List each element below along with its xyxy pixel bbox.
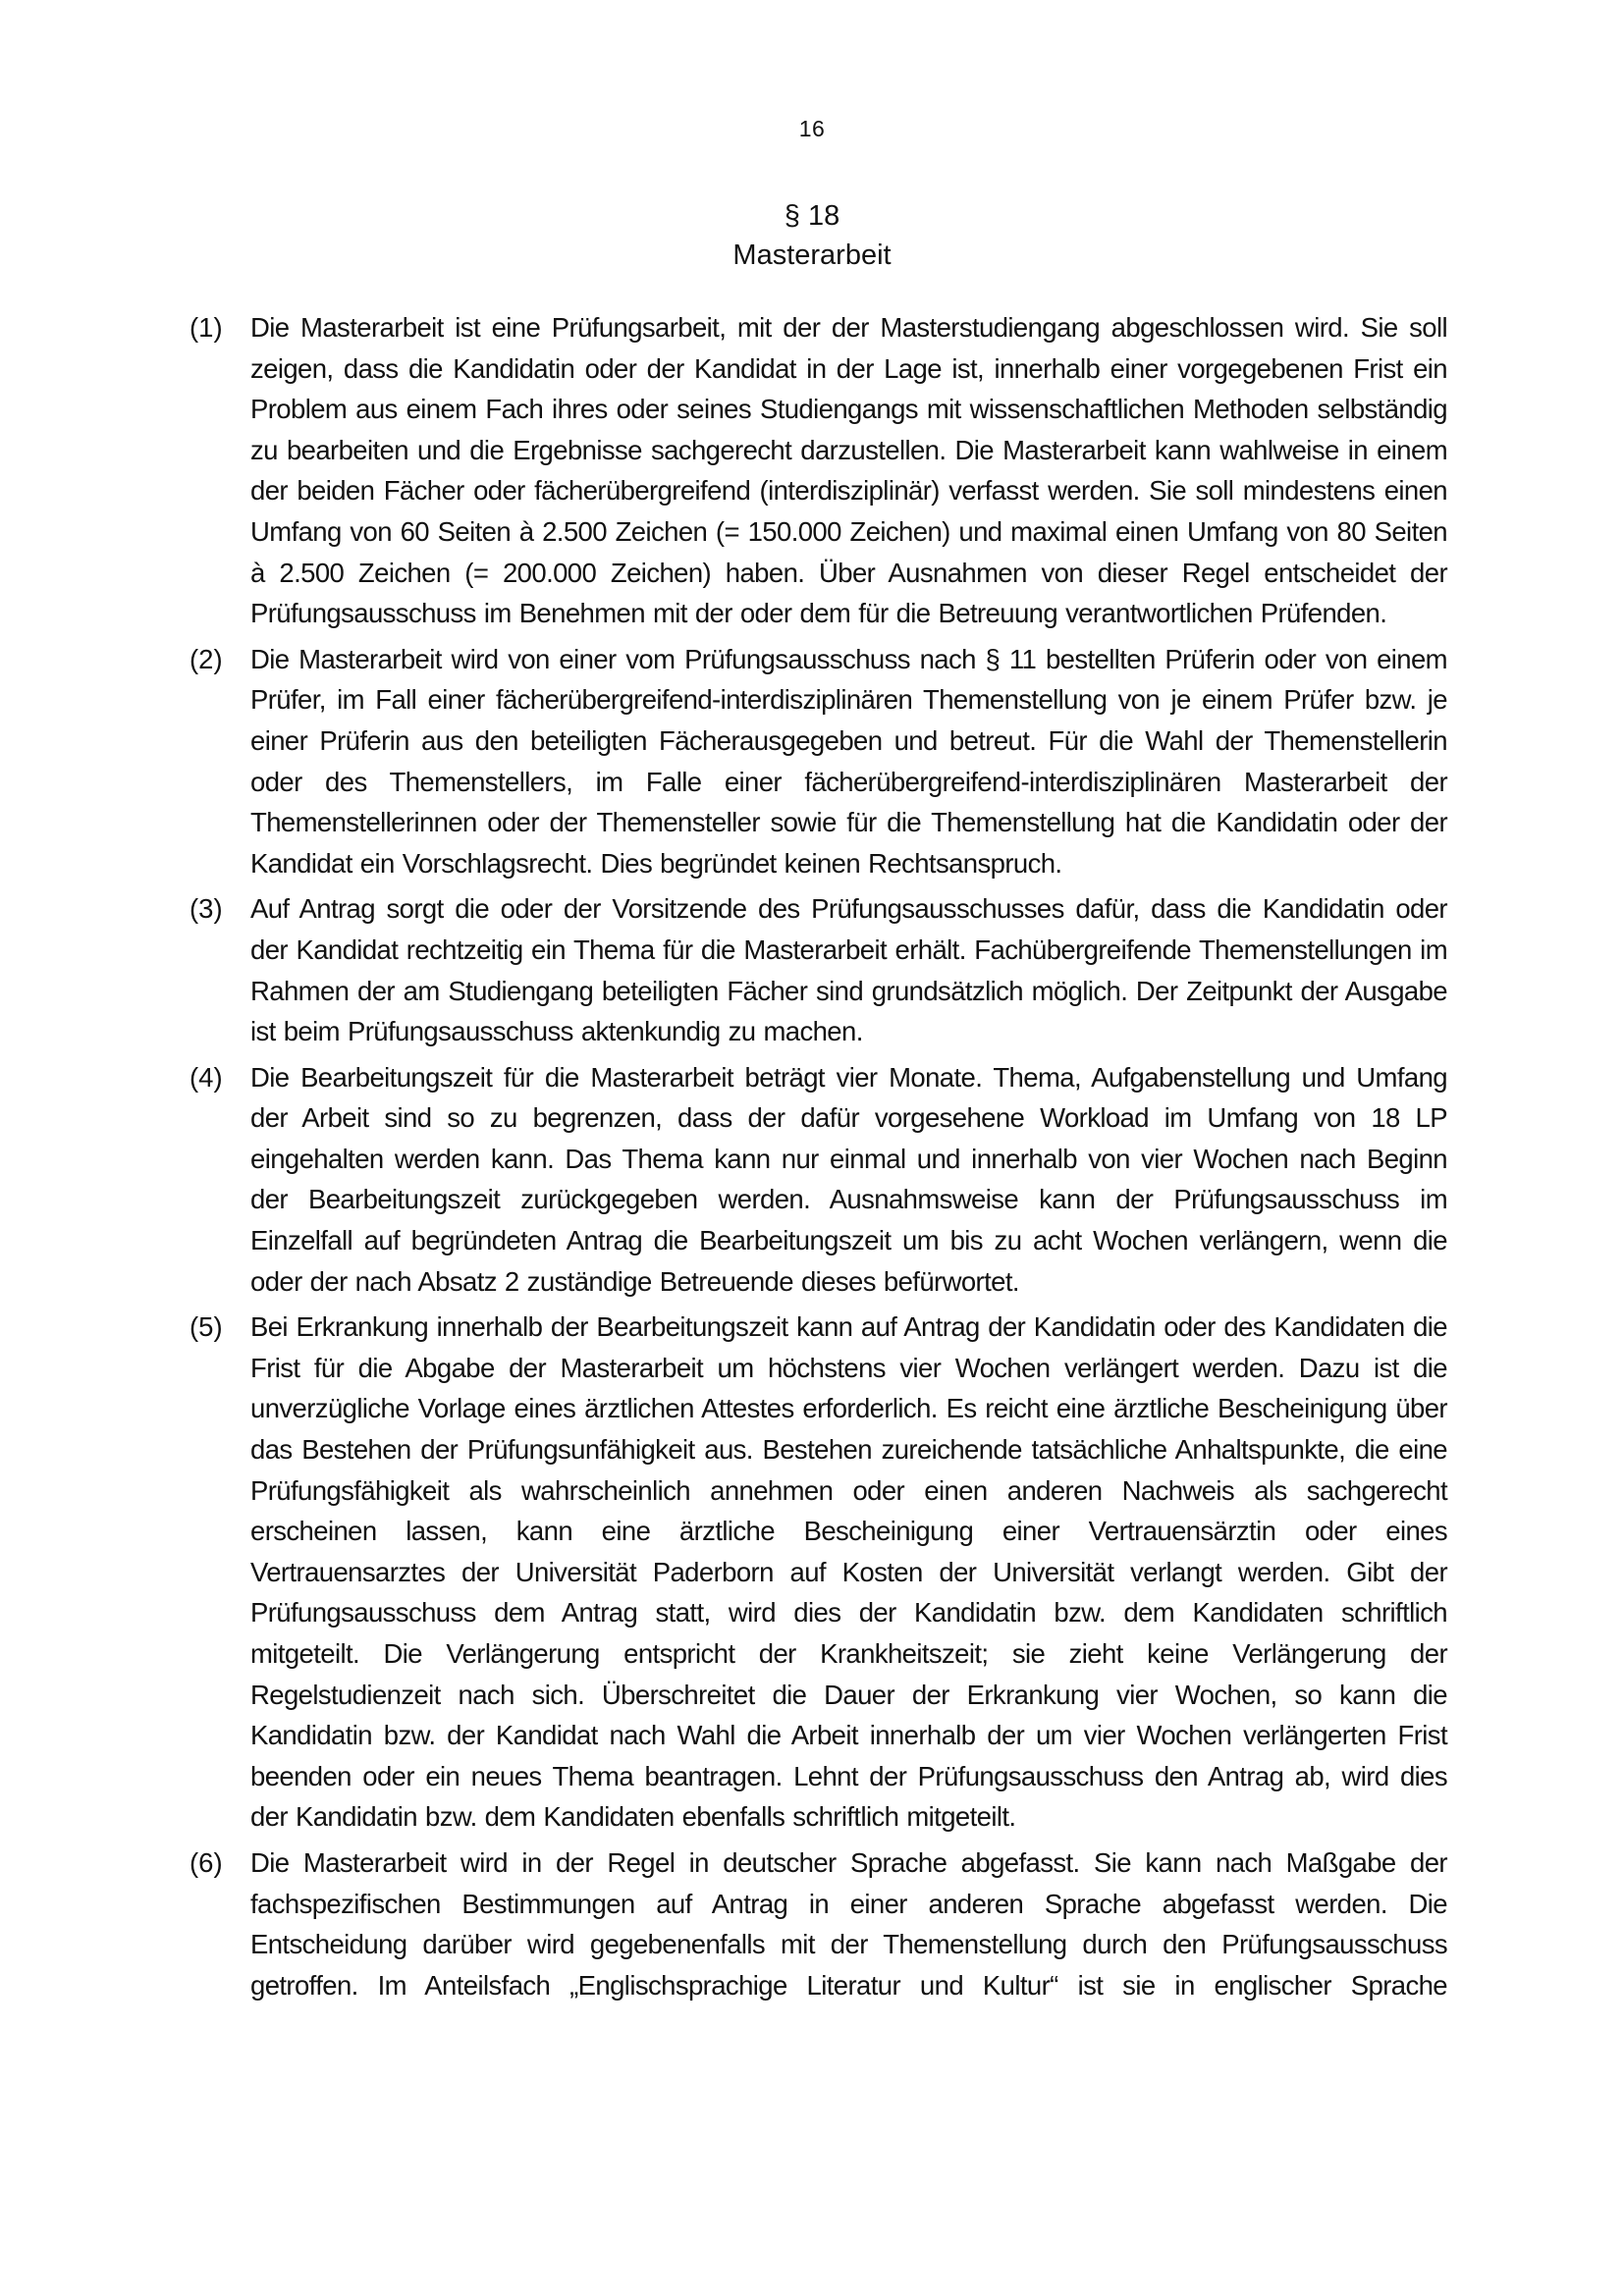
paragraph-list	[189, 307, 1447, 2010]
paragraph-text: Die Masterarbeit ist eine Prüfungsarbeit, mit der der Masterstudiengang abgeschlossen wird. Sie soll zeigen, dass die Kandidatin oder der Kandidat in der Lage ist, innerhalb einer vorgegebenen Frist ein Problem aus einem Fach ihres oder seines Studiengangs mit wissenschaftlichen Methoden selbständig zu bearbeiten und die Ergebnisse sachgerecht darzustellen. Die Masterarbeit kann wahlweise in einem der beiden Fächer oder fächerübergreifend (interdisziplinär) verfasst werden. Sie soll mindestens einen Umfang von 60 Seiten à 2.500 Zeichen (= 150.000 Zeichen) und maximal einen Umfang von 80 Seiten à 2.500 Zeichen (= 200.000 Zeichen) haben. Über Ausnahmen von dieser Regel entscheidet der Prüfungsausschuss im Benehmen mit der oder dem für die Betreuung verantwortlichen Prüfenden.	[250, 312, 1447, 629]
paragraph-2	[189, 639, 1447, 884]
paragraph-1	[189, 307, 1447, 634]
paragraph-text: Die Masterarbeit wird in der Regel in deutscher Sprache abgefasst. Sie kann nach Maßgabe der fachspezifischen Bestimmungen auf Antrag in einer anderen Sprache abgefasst werden. Die Entscheidung darüber wird gegebenenfalls mit der Themenstellung durch den Prüfungsausschuss getroffen. Im Anteilsfach „Englischsprachige Literatur und Kultur“ ist sie in englischer Sprache	[250, 1846, 1447, 2001]
paragraph-3	[189, 888, 1447, 1051]
paragraph-number: (2)	[189, 643, 223, 674]
section-title: Masterarbeit	[732, 240, 892, 271]
paragraph-number: (3)	[189, 893, 223, 925]
paragraph-4	[189, 1057, 1447, 1303]
paragraph-text: Die Bearbeitungszeit für die Masterarbeit beträgt vier Monate. Thema, Aufgabenstellung und Umfang der Arbeit sind so zu begrenzen, dass der dafür vorgesehene Workload im Umfang von 18 LP eingehalten werden kann. Das Thema kann nur einmal und innerhalb von vier Wochen nach Beginn der Bearbeitungszeit zurückgegeben werden. Ausnahmsweise kann der Prüfungsausschuss im Einzelfall auf begründeten Antrag die Bearbeitungszeit um bis zu acht Wochen verlängern, wenn die oder der nach Absatz 2 zuständige Betreuende dieses befürwortet.	[250, 1061, 1447, 1297]
paragraph-text: Die Masterarbeit wird von einer vom Prüfungsausschuss nach § 11 bestellten Prüferin oder von einem Prüfer, im Fall einer fächerübergreifend-interdisziplinären Themenstellung von je einem Prüfer bzw. je einer Prüferin aus den beteiligten Fächerausgegeben und betreut. Für die Wahl der Themenstellerin oder des Themenstellers, im Falle einer fächerübergreifend-interdisziplinären Masterarbeit der Themenstellerinnen oder der Themensteller sowie für die Themenstellung hat die Kandidatin oder der Kandidat ein Vorschlagsrecht. Dies begründet keinen Rechtsanspruch.	[250, 643, 1447, 879]
paragraph-number: (4)	[189, 1061, 223, 1093]
paragraph-text: Bei Erkrankung innerhalb der Bearbeitungszeit kann auf Antrag der Kandidatin oder des Kandidaten die Frist für die Abgabe der Masterarbeit um höchstens vier Wochen verlängert werden. Dazu ist die unverzügliche Vorlage eines ärztlichen Attestes erforderlich. Es reicht eine ärztliche Bescheinigung über das Bestehen der Prüfungsunfähigkeit aus. Bestehen zureichende tatsächliche Anhaltspunkte, die eine Prüfungsfähigkeit als wahrscheinlich annehmen oder einen anderen Nachweis als sachgerecht erscheinen lassen, kann eine ärztliche Bescheinigung einer Vertrauensärztin oder eines Vertrauensarztes der Universität Paderborn auf Kosten der Universität verlangt werden. Gibt der Prüfungsausschuss dem Antrag statt, wird dies der Kandidatin bzw. dem Kandidaten schriftlich mitgeteilt. Die Verlängerung entspricht der Krankheitszeit; sie zieht keine Verlängerung der Regelstudienzeit nach sich. Überschreitet die Dauer der Erkrankung vier Wochen, so kann die Kandidatin bzw. der Kandidat nach Wahl die Arbeit innerhalb der um vier Wochen verlängerten Frist beenden oder ein neues Thema beantragen. Lehnt der Prüfungsausschuss den Antrag ab, wird dies der Kandidatin bzw. dem Kandidaten ebenfalls schriftlich mitgeteilt.	[250, 1311, 1447, 1833]
section-heading	[0, 196, 1624, 275]
page-number: 16	[798, 116, 826, 141]
paragraph-number: (1)	[189, 312, 223, 343]
section-symbol: § 18	[784, 200, 840, 232]
paragraph-number: (6)	[189, 1846, 223, 1878]
paragraph-6	[189, 1842, 1447, 2005]
paragraph-text: Auf Antrag sorgt die oder der Vorsitzende des Prüfungsausschusses dafür, dass die Kandidatin oder der Kandidat rechtzeitig ein Thema für die Masterarbeit erhält. Fachübergreifende Themenstellungen im Rahmen der am Studiengang beteiligten Fächer sind grundsätzlich möglich. Der Zeitpunkt der Ausgabe ist beim Prüfungsausschuss aktenkundig zu machen.	[250, 893, 1447, 1047]
paragraph-number: (5)	[189, 1311, 223, 1343]
paragraph-5	[189, 1307, 1447, 1838]
